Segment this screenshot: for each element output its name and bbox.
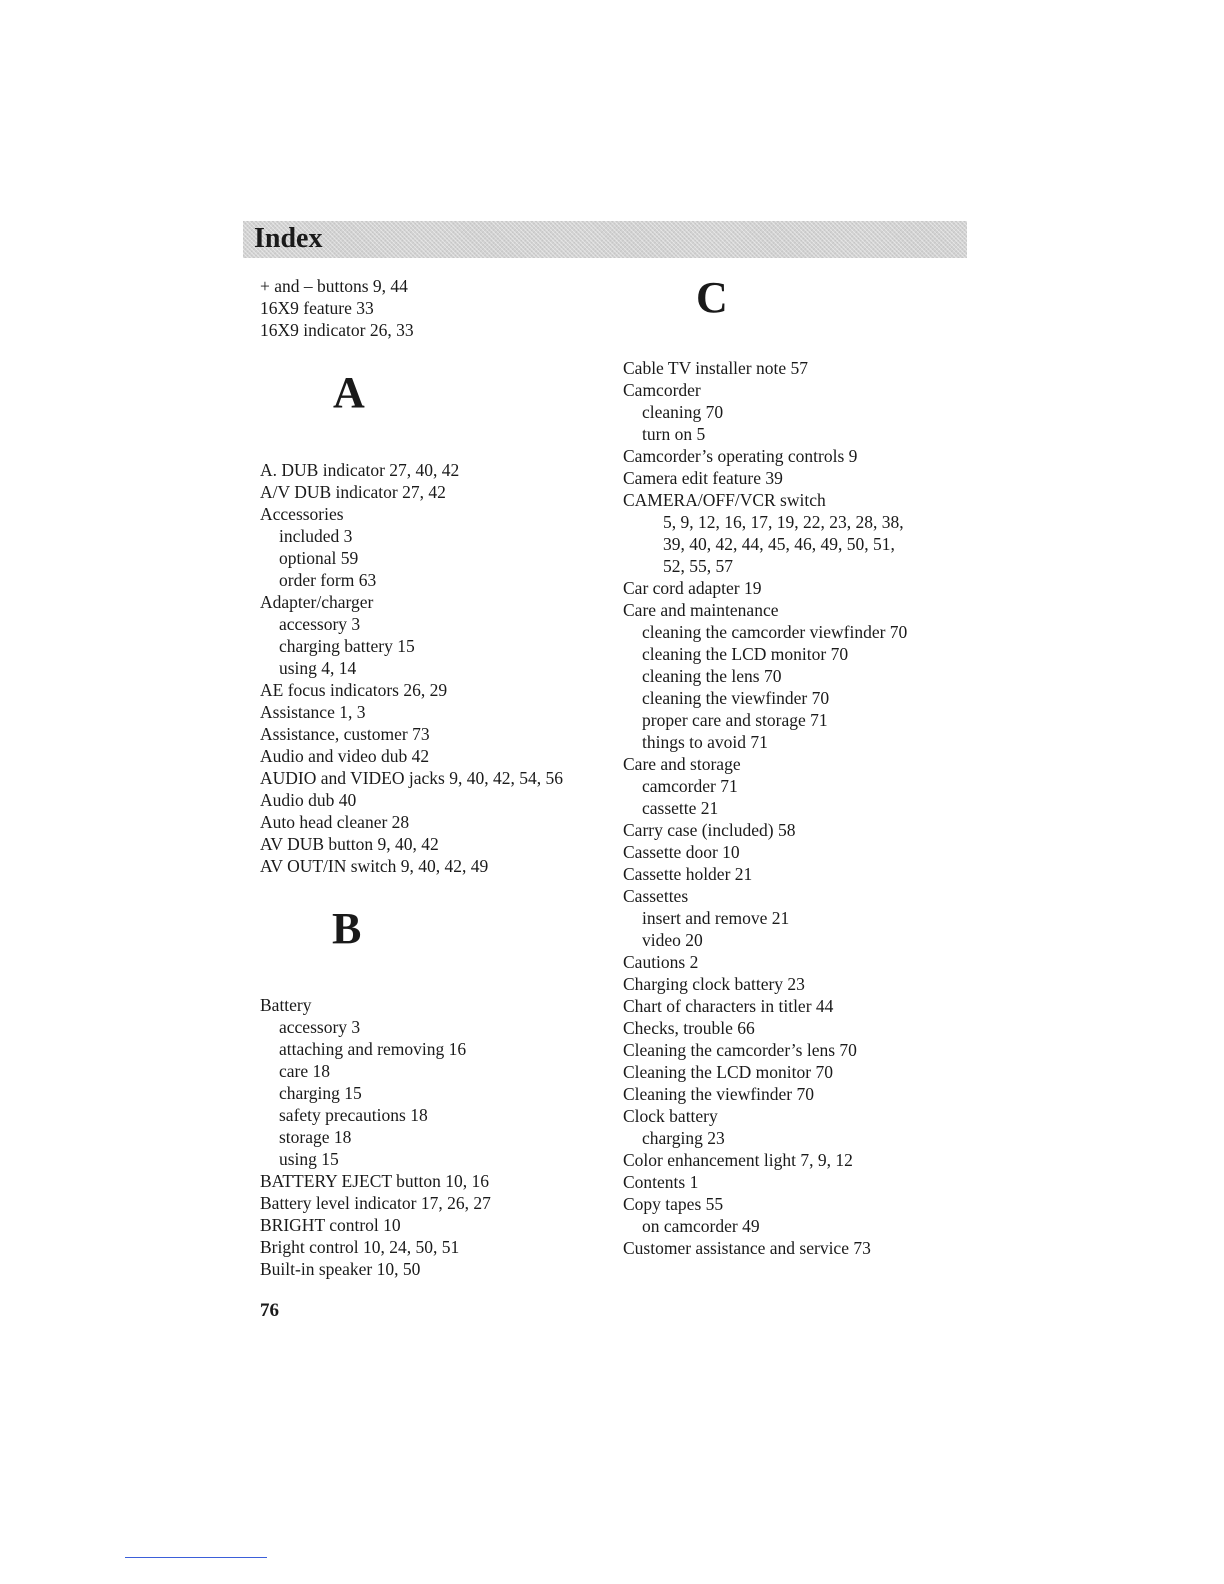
index-entry: Auto head cleaner 28	[260, 812, 410, 832]
index-entry: AV OUT/IN switch 9, 40, 42, 49	[260, 856, 489, 876]
index-entry: A. DUB indicator 27, 40, 42	[260, 460, 460, 480]
index-page-list: 39, 40, 42, 44, 45, 46, 49, 50, 51,	[663, 534, 895, 554]
index-entry: BATTERY EJECT button 10, 16	[260, 1171, 489, 1191]
index-entry: Cassettes	[623, 886, 689, 906]
index-entry: Care and maintenance	[623, 600, 779, 620]
index-subentry: safety precautions 18	[279, 1105, 428, 1125]
index-subentry: accessory 3	[279, 614, 361, 634]
index-subentry: things to avoid 71	[642, 732, 768, 752]
index-subentry: cleaning the lens 70	[642, 666, 782, 686]
section-letter-a: A	[333, 368, 365, 417]
index-entry: Bright control 10, 24, 50, 51	[260, 1237, 460, 1257]
index-subentry: using 4, 14	[279, 658, 357, 678]
index-entry: Car cord adapter 19	[623, 578, 762, 598]
index-entry: Charging clock battery 23	[623, 974, 805, 994]
index-subentry: insert and remove 21	[642, 908, 790, 928]
index-subentry: attaching and removing 16	[279, 1039, 467, 1059]
index-entry: Copy tapes 55	[623, 1194, 724, 1214]
index-entry: + and – buttons 9, 44	[260, 276, 408, 296]
index-entry: Contents 1	[623, 1172, 699, 1192]
index-subentry: charging battery 15	[279, 636, 415, 656]
index-entry: Audio and video dub 42	[260, 746, 430, 766]
index-entry: Built-in speaker 10, 50	[260, 1259, 421, 1279]
index-entry: Assistance, customer 73	[260, 724, 430, 744]
index-entry: Camcorder	[623, 380, 701, 400]
index-entry: Accessories	[260, 504, 344, 524]
index-entry: Cleaning the viewfinder 70	[623, 1084, 814, 1104]
index-entry: Carry case (included) 58	[623, 820, 796, 840]
index-entry: Checks, trouble 66	[623, 1018, 755, 1038]
index-entry: AV DUB button 9, 40, 42	[260, 834, 439, 854]
index-entry: Care and storage	[623, 754, 741, 774]
index-entry: Audio dub 40	[260, 790, 357, 810]
index-subentry: cleaning the viewfinder 70	[642, 688, 830, 708]
index-subentry: camcorder 71	[642, 776, 738, 796]
index-entry: Chart of characters in titler 44	[623, 996, 834, 1016]
index-entry: Battery	[260, 995, 312, 1015]
index-subentry: optional 59	[279, 548, 359, 568]
index-entry: Camera edit feature 39	[623, 468, 783, 488]
index-subentry: charging 15	[279, 1083, 362, 1103]
index-subentry: included 3	[279, 526, 353, 546]
index-page-list: 52, 55, 57	[663, 556, 733, 576]
index-subentry: cleaning the camcorder viewfinder 70	[642, 622, 908, 642]
index-entry: Clock battery	[623, 1106, 718, 1126]
index-page-list: 5, 9, 12, 16, 17, 19, 22, 23, 28, 38,	[663, 512, 904, 532]
index-entry: Cleaning the camcorder’s lens 70	[623, 1040, 857, 1060]
index-entry: 16X9 indicator 26, 33	[260, 320, 414, 340]
index-column-right	[623, 273, 968, 1259]
section-letter-c: C	[696, 273, 728, 322]
index-subentry: charging 23	[642, 1128, 725, 1148]
index-entry: CAMERA/OFF/VCR switch	[623, 490, 826, 510]
index-entry: Camcorder’s operating controls 9	[623, 446, 858, 466]
index-entry: Cleaning the LCD monitor 70	[623, 1062, 833, 1082]
index-entry: Cable TV installer note 57	[623, 358, 809, 378]
index-entry: Assistance 1, 3	[260, 702, 366, 722]
index-subentry: cleaning 70	[642, 402, 724, 422]
index-subentry: care 18	[279, 1061, 331, 1081]
index-subentry: accessory 3	[279, 1017, 361, 1037]
index-subentry: using 15	[279, 1149, 339, 1169]
index-entry: Cautions 2	[623, 952, 699, 972]
index-entry: Customer assistance and service 73	[623, 1238, 871, 1258]
section-letter-b: B	[332, 904, 362, 953]
page-number: 76	[260, 1300, 279, 1321]
index-entry: AE focus indicators 26, 29	[260, 680, 448, 700]
index-subentry: storage 18	[279, 1127, 352, 1147]
index-entry: Battery level indicator 17, 26, 27	[260, 1193, 491, 1213]
index-subentry: turn on 5	[642, 424, 706, 444]
index-subentry: cleaning the LCD monitor 70	[642, 644, 849, 664]
index-entry: Cassette door 10	[623, 842, 740, 862]
index-entry: 16X9 feature 33	[260, 298, 374, 318]
index-subentry: proper care and storage 71	[642, 710, 828, 730]
index-subentry: cassette 21	[642, 798, 719, 818]
index-subentry: order form 63	[279, 570, 377, 590]
index-column-left	[260, 275, 610, 1280]
footer-link-line	[125, 1557, 267, 1558]
index-subentry: on camcorder 49	[642, 1216, 760, 1236]
index-entry: Adapter/charger	[260, 592, 374, 612]
index-entry: Cassette holder 21	[623, 864, 753, 884]
page-title: Index	[254, 223, 323, 254]
index-entry: BRIGHT control 10	[260, 1215, 401, 1235]
index-entry: A/V DUB indicator 27, 42	[260, 482, 446, 502]
index-subentry: video 20	[642, 930, 703, 950]
index-entry: AUDIO and VIDEO jacks 9, 40, 42, 54, 56	[260, 768, 563, 788]
index-header-band	[243, 221, 967, 258]
index-entry: Color enhancement light 7, 9, 12	[623, 1150, 853, 1170]
